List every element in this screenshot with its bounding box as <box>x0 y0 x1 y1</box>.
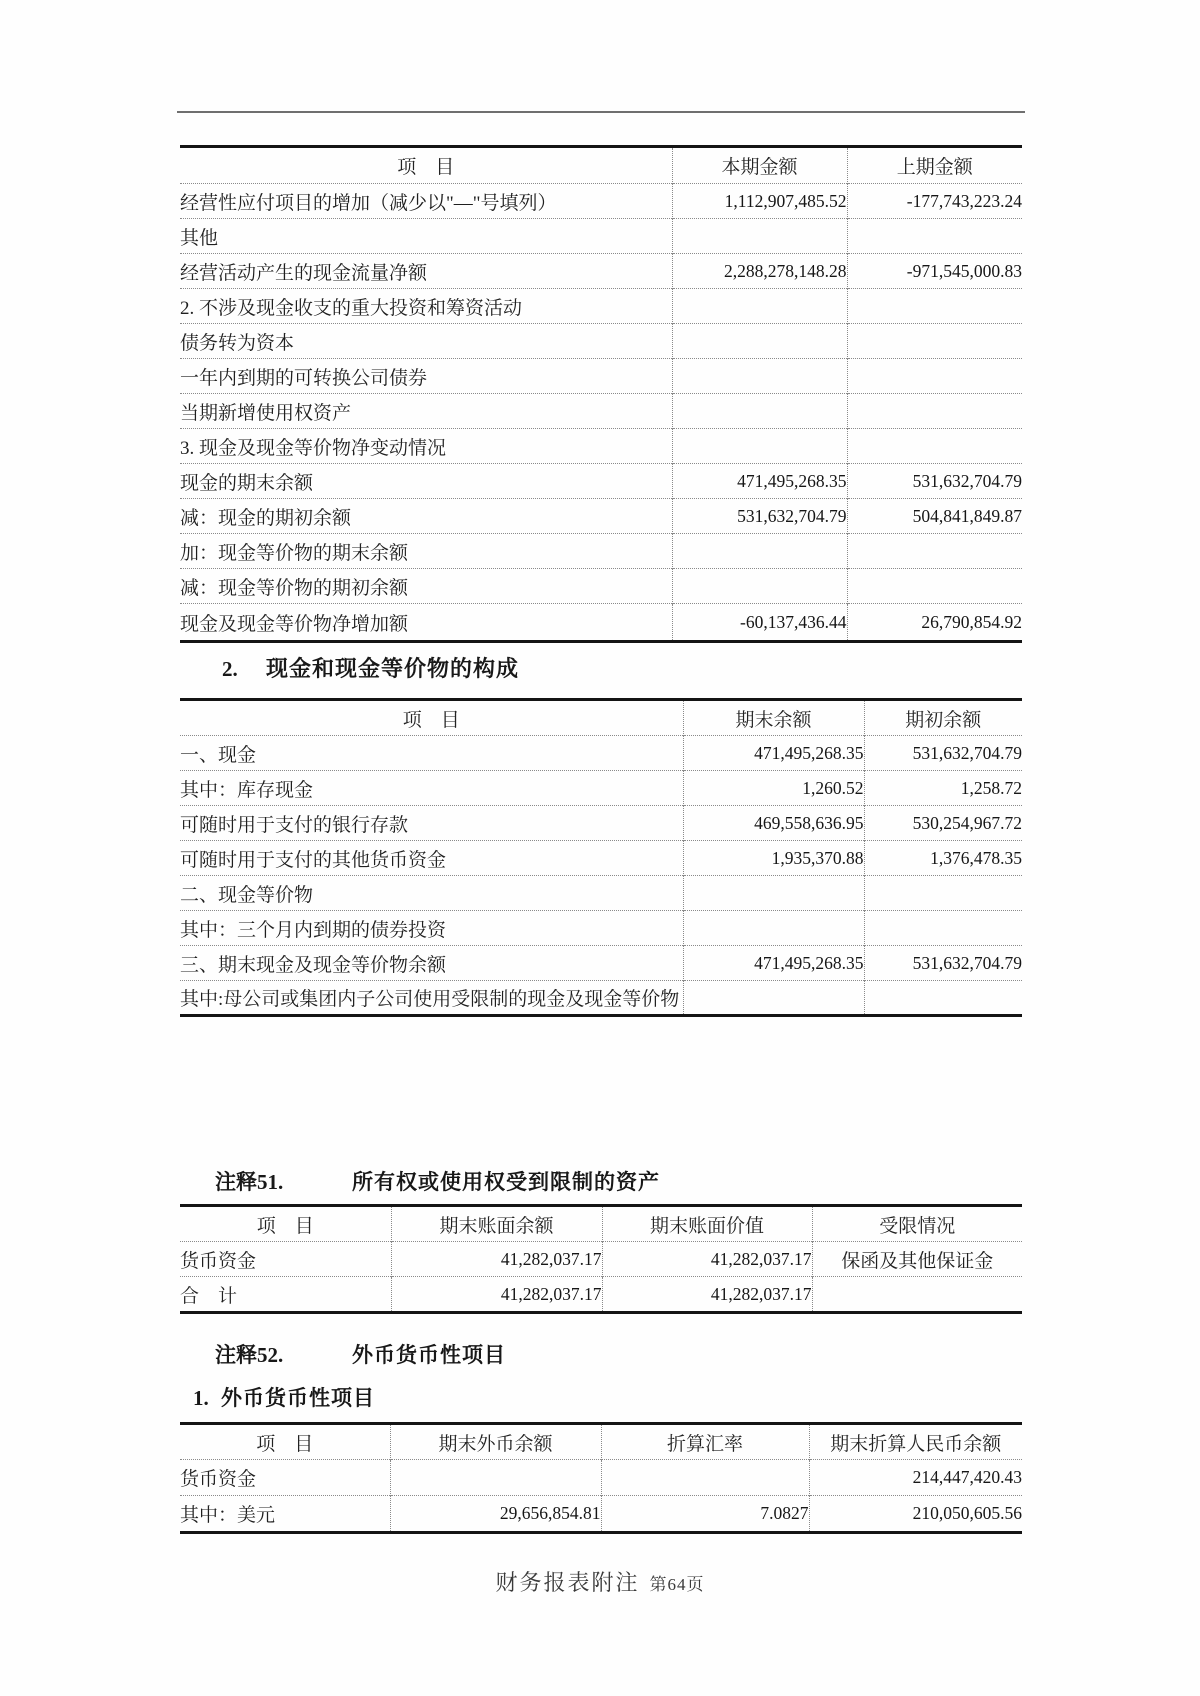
cell-book-value: 41,282,037.17 <box>602 1277 812 1313</box>
table-row <box>180 604 1022 642</box>
table-row <box>180 429 1022 464</box>
cell-beginning-balance <box>864 876 1022 911</box>
cell-prior-amount <box>847 219 1022 254</box>
subsection-title: 外币货币性项目 <box>221 1386 375 1410</box>
row-label: 三、期末现金及现金等价物余额 <box>180 946 683 981</box>
footer-page-number: 第64页 <box>649 1575 705 1594</box>
note52-heading <box>215 1339 506 1369</box>
column-header-current-amount: 本期金额 <box>672 147 847 184</box>
column-header-restriction: 受限情况 <box>812 1206 1022 1242</box>
table-foreign-currency-items <box>180 1422 1022 1534</box>
cell-current-amount: 531,632,704.79 <box>672 499 847 534</box>
table-cash-flow-supplement <box>180 145 1022 643</box>
table-row <box>180 464 1022 499</box>
table-row <box>180 324 1022 359</box>
cell-restriction: 保函及其他保证金 <box>812 1242 1022 1277</box>
cell-prior-amount <box>847 394 1022 429</box>
page-header-rule <box>177 111 1025 113</box>
cell-current-amount <box>672 394 847 429</box>
note-title: 外币货币性项目 <box>352 1343 506 1367</box>
cell-ending-balance: 469,558,636.95 <box>683 806 864 841</box>
cell-beginning-balance: 1,376,478.35 <box>864 841 1022 876</box>
cell-prior-amount <box>847 429 1022 464</box>
cell-book-balance: 41,282,037.17 <box>391 1242 602 1277</box>
row-label: 现金及现金等价物净增加额 <box>180 604 672 642</box>
cell-beginning-balance <box>864 981 1022 1016</box>
cell-prior-amount <box>847 569 1022 604</box>
cell-prior-amount: 26,790,854.92 <box>847 604 1022 642</box>
cell-current-amount <box>672 359 847 394</box>
table-header-row <box>180 1424 1022 1460</box>
row-label: 减：现金等价物的期初余额 <box>180 569 672 604</box>
cell-book-value: 41,282,037.17 <box>602 1242 812 1277</box>
cell-fx-balance: 29,656,854.81 <box>390 1496 601 1533</box>
table-header-row <box>180 700 1022 736</box>
cell-current-amount: 1,112,907,485.52 <box>672 184 847 219</box>
table-row <box>180 946 1022 981</box>
column-header-item: 项 目 <box>402 709 460 731</box>
row-label: 货币资金 <box>180 1242 391 1277</box>
cell-ending-balance: 1,260.52 <box>683 771 864 806</box>
row-label: 可随时用于支付的其他货币资金 <box>180 841 683 876</box>
column-header-ending-balance: 期末余额 <box>683 700 864 736</box>
table-row <box>180 771 1022 806</box>
row-label: 2. 不涉及现金收支的重大投资和筹资活动 <box>180 289 672 324</box>
row-label: 其中：美元 <box>180 1496 390 1533</box>
table-restricted-assets <box>180 1204 1022 1314</box>
table-row <box>180 219 1022 254</box>
cell-current-amount <box>672 429 847 464</box>
column-header-item: 项 目 <box>397 157 455 178</box>
cell-current-amount <box>672 534 847 569</box>
note-number: 注释52. <box>215 1343 284 1367</box>
note-number: 注释51. <box>215 1170 284 1194</box>
column-header-item: 项 目 <box>256 1433 314 1455</box>
row-label: 加：现金等价物的期末余额 <box>180 534 672 569</box>
column-header-ending-book-value: 期末账面价值 <box>602 1206 812 1242</box>
table-row <box>180 254 1022 289</box>
column-header-prior-amount: 上期金额 <box>847 147 1022 184</box>
column-header-beginning-balance: 期初余额 <box>864 700 1022 736</box>
cell-ending-balance <box>683 911 864 946</box>
cell-book-balance: 41,282,037.17 <box>391 1277 602 1313</box>
row-label: 合 计 <box>180 1277 391 1313</box>
row-label: 现金的期末余额 <box>180 464 672 499</box>
table-row <box>180 841 1022 876</box>
table-row <box>180 569 1022 604</box>
column-header-cny-balance: 期末折算人民币余额 <box>809 1424 1022 1460</box>
row-label: 其中：库存现金 <box>180 771 683 806</box>
cell-current-amount <box>672 219 847 254</box>
table-row <box>180 289 1022 324</box>
subsection-heading-foreign-currency <box>193 1382 375 1412</box>
cell-beginning-balance: 531,632,704.79 <box>864 736 1022 771</box>
table-row <box>180 1460 1022 1496</box>
column-header-fx-balance: 期末外币余额 <box>390 1424 601 1460</box>
cell-current-amount <box>672 569 847 604</box>
cell-ending-balance: 1,935,370.88 <box>683 841 864 876</box>
note51-heading <box>215 1166 660 1196</box>
cell-prior-amount <box>847 289 1022 324</box>
row-label: 其中:母公司或集团内子公司使用受限制的现金及现金等价物 <box>180 981 683 1016</box>
table-row <box>180 499 1022 534</box>
footer-title: 财务报表附注 <box>495 1570 640 1595</box>
table-row <box>180 394 1022 429</box>
cell-cny-balance: 214,447,420.43 <box>809 1460 1022 1496</box>
column-header-ending-book-balance: 期末账面余额 <box>391 1206 602 1242</box>
cell-current-amount: 471,495,268.35 <box>672 464 847 499</box>
subsection-number: 1. <box>193 1386 209 1410</box>
table-row <box>180 359 1022 394</box>
column-header-exchange-rate: 折算汇率 <box>601 1424 809 1460</box>
cell-prior-amount: -177,743,223.24 <box>847 184 1022 219</box>
page-footer <box>0 1566 1200 1597</box>
table-row <box>180 876 1022 911</box>
row-label: 二、现金等价物 <box>180 876 683 911</box>
table-row <box>180 534 1022 569</box>
section-title: 现金和现金等价物的构成 <box>266 656 520 681</box>
row-label: 一年内到期的可转换公司债券 <box>180 359 672 394</box>
cell-exchange-rate <box>601 1460 809 1496</box>
table-row <box>180 806 1022 841</box>
table-row <box>180 1496 1022 1533</box>
table-row <box>180 1277 1022 1313</box>
row-label: 其中：三个月内到期的债券投资 <box>180 911 683 946</box>
cell-beginning-balance: 530,254,967.72 <box>864 806 1022 841</box>
column-header-item: 项 目 <box>256 1215 314 1237</box>
row-label: 一、现金 <box>180 736 683 771</box>
cell-current-amount <box>672 324 847 359</box>
table-header-row <box>180 147 1022 184</box>
cell-cny-balance: 210,050,605.56 <box>809 1496 1022 1533</box>
row-label: 减：现金的期初余额 <box>180 499 672 534</box>
cell-ending-balance: 471,495,268.35 <box>683 946 864 981</box>
cell-fx-balance <box>390 1460 601 1496</box>
cell-current-amount <box>672 289 847 324</box>
row-label: 经营活动产生的现金流量净额 <box>180 254 672 289</box>
table-row <box>180 736 1022 771</box>
table-cash-composition <box>180 698 1022 1017</box>
row-label: 可随时用于支付的银行存款 <box>180 806 683 841</box>
table-row <box>180 1242 1022 1277</box>
cell-prior-amount <box>847 324 1022 359</box>
cell-prior-amount <box>847 359 1022 394</box>
cell-beginning-balance: 1,258.72 <box>864 771 1022 806</box>
table-row <box>180 184 1022 219</box>
row-label: 当期新增使用权资产 <box>180 394 672 429</box>
cell-prior-amount <box>847 534 1022 569</box>
section-number: 2. <box>222 657 238 681</box>
row-label: 其他 <box>180 219 672 254</box>
row-label: 3. 现金及现金等价物净变动情况 <box>180 429 672 464</box>
cell-restriction <box>812 1277 1022 1313</box>
cell-prior-amount: 504,841,849.87 <box>847 499 1022 534</box>
cell-ending-balance <box>683 981 864 1016</box>
table-header-row <box>180 1206 1022 1242</box>
cell-prior-amount: 531,632,704.79 <box>847 464 1022 499</box>
cell-exchange-rate: 7.0827 <box>601 1496 809 1533</box>
cell-beginning-balance: 531,632,704.79 <box>864 946 1022 981</box>
cell-ending-balance <box>683 876 864 911</box>
section-heading-cash-composition <box>222 652 519 683</box>
cell-prior-amount: -971,545,000.83 <box>847 254 1022 289</box>
table-row <box>180 981 1022 1016</box>
row-label: 货币资金 <box>180 1460 390 1496</box>
cell-beginning-balance <box>864 911 1022 946</box>
cell-current-amount: -60,137,436.44 <box>672 604 847 642</box>
cell-ending-balance: 471,495,268.35 <box>683 736 864 771</box>
row-label: 债务转为资本 <box>180 324 672 359</box>
row-label: 经营性应付项目的增加（减少以"—"号填列） <box>180 184 672 219</box>
cell-current-amount: 2,288,278,148.28 <box>672 254 847 289</box>
table-row <box>180 911 1022 946</box>
note-title: 所有权或使用权受到限制的资产 <box>352 1170 660 1194</box>
